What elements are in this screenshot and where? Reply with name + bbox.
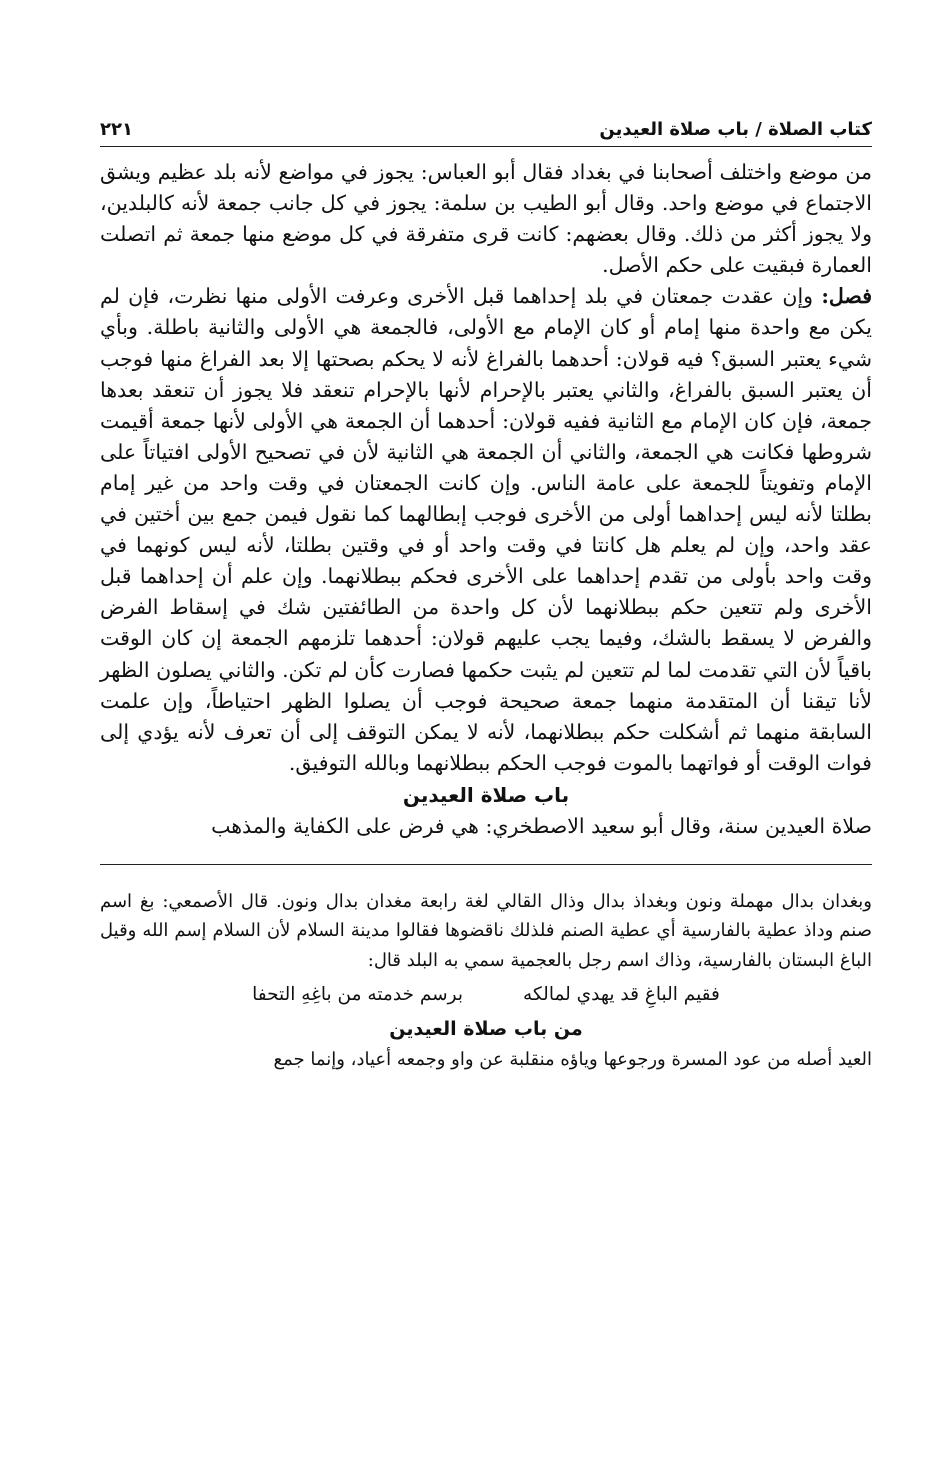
section-lead-fasl: فصل: bbox=[821, 284, 872, 309]
paragraph-baghdad: من موضع واختلف أصحابنا في بغداد فقال أبو العباس: يجوز في مواضع لأنه بلد عظيم ويشق الاجتماع في موضع واحد. وقال أبو الطيب بن سلمة: يجوز في كل جانب جمعة لأنه كالبلدين، ولا يجوز أكثر من ذلك. وقال بعضهم: كانت قرى متفرقة في كل موضع منها جمعة ثم اتصلت العمارة فبقيت على حكم الأصل. bbox=[100, 160, 873, 278]
footnote-baghdad-etymology: وبغدان بدال مهملة ونون وبغداذ بدال وذال القالي لغة رابعة مغدان بدال ونون. قال الأصمعي: بغ اسم صنم وداذ عطية بالفارسية أي عطية الصنم فلذلك ناقضوها فقالوا مدينة السلام لأن السلام إسم الله وقيل الباغ البستان بالفارسية، وذاك اسم رجل بالعجمية سمي به البلد قال: bbox=[100, 890, 872, 971]
poetry-verse bbox=[100, 977, 872, 1013]
verse-first-hemistich: فقيم الباغِ قد يهدي لمالكه bbox=[523, 984, 720, 1006]
page-header bbox=[100, 108, 872, 147]
footnote-divider bbox=[100, 864, 872, 865]
paragraph-two-jumuah-text: وإن عقدت جمعتان في بلد إحداهما قبل الأخرى وعرفت الأولى منها نظرت، فإن لم يكن مع واحدة منها إمام أو كان الإمام مع الأولى، فالجمعة هي الأولى والثانية باطلة. وبأي شيء يعتبر السبق؟ فيه قولان: أحدهما بالفراغ لأنه لا يحكم بصحتها إلا بعد الفراغ منها فوجب أن يعتبر السبق بالفراغ، والثاني يعتبر بالإحرام لأنها بالإحرام تنعقد فلا يجوز أن تنعقد بعدها جمعة، فإن كان الإمام مع الثانية ففيه قولان: أحدهما أن الجمعة هي الأولى لأنها جمعة أقيمت شروطها فكانت هي الجمعة، والثاني أن الجمعة هي الثانية لأن في تصحيح الأولى افتياتاً على الإمام وتفويتاً للجمعة على عامة الناس. وإن كانت الجمعتان في وقت واحد من غير إمام بطلتا لأنه ليس إحداهما أولى من الأخرى فوجب إبطالهما كما نقول فيمن جمع بين أختين في عقد واحد، وإن لم يعلم هل كانتا في وقت واحد أو في وقتين بطلتا، لأنه ليس كونهما في وقت واحد بأولى من تقدم إحداهما على الأخرى فحكم ببطلانهما. وإن علم أن إحداهما قبل الأخرى ولم تتعين حكم ببطلانهما لأن كل واحدة من الطائفتين شك في إسقاط الفرض والفرض لا يسقط بالشك، وفيما يجب عليهم قولان: أحدهما تلزمهم الجمعة إن كان الوقت باقياً لأن التي تقدمت لما لم تتعين لم يثبت حكمها فصارت كأن لم تكن. والثاني يصلون الظهر لأنا تيقنا أن المتقدمة منهما جمعة صحيحة فوجب أن يصلوا الظهر احتياطاً، وإن علمت السابقة منهما ثم أشكلت حكم ببطلانهما، لأنه لا يمكن التوقف إلى أن تعرف لأنه يؤدي إلى فوات الوقت أو فواتهما بالموت فوجب الحكم ببطلانهما وبالله التوفيق. bbox=[100, 284, 872, 775]
paragraph-eid-prayer: صلاة العيدين سنة، وقال أبو سعيد الاصطخري: هي فرض على الكفاية والمذهب bbox=[211, 813, 872, 838]
footnotes bbox=[100, 887, 872, 1075]
footnote-heading: من باب صلاة العيدين bbox=[389, 1018, 583, 1041]
main-text bbox=[100, 157, 872, 842]
verse-second-hemistich: برسم خدمته من باغِهِ التحفا bbox=[252, 984, 464, 1006]
book-page bbox=[100, 108, 872, 1075]
running-title: كتاب الصلاة / باب صلاة العيدين bbox=[599, 119, 872, 140]
section-heading: باب صلاة العيدين bbox=[402, 782, 570, 807]
page-number: ٢٢١ bbox=[100, 119, 133, 140]
paragraph-two-jumuah bbox=[100, 281, 872, 779]
footnote-eid-etymology: العيد أصله من عود المسرة ورجوعها وياؤه منقلبة عن واو وجمعه أعياد، وإنما جمع bbox=[273, 1049, 872, 1071]
